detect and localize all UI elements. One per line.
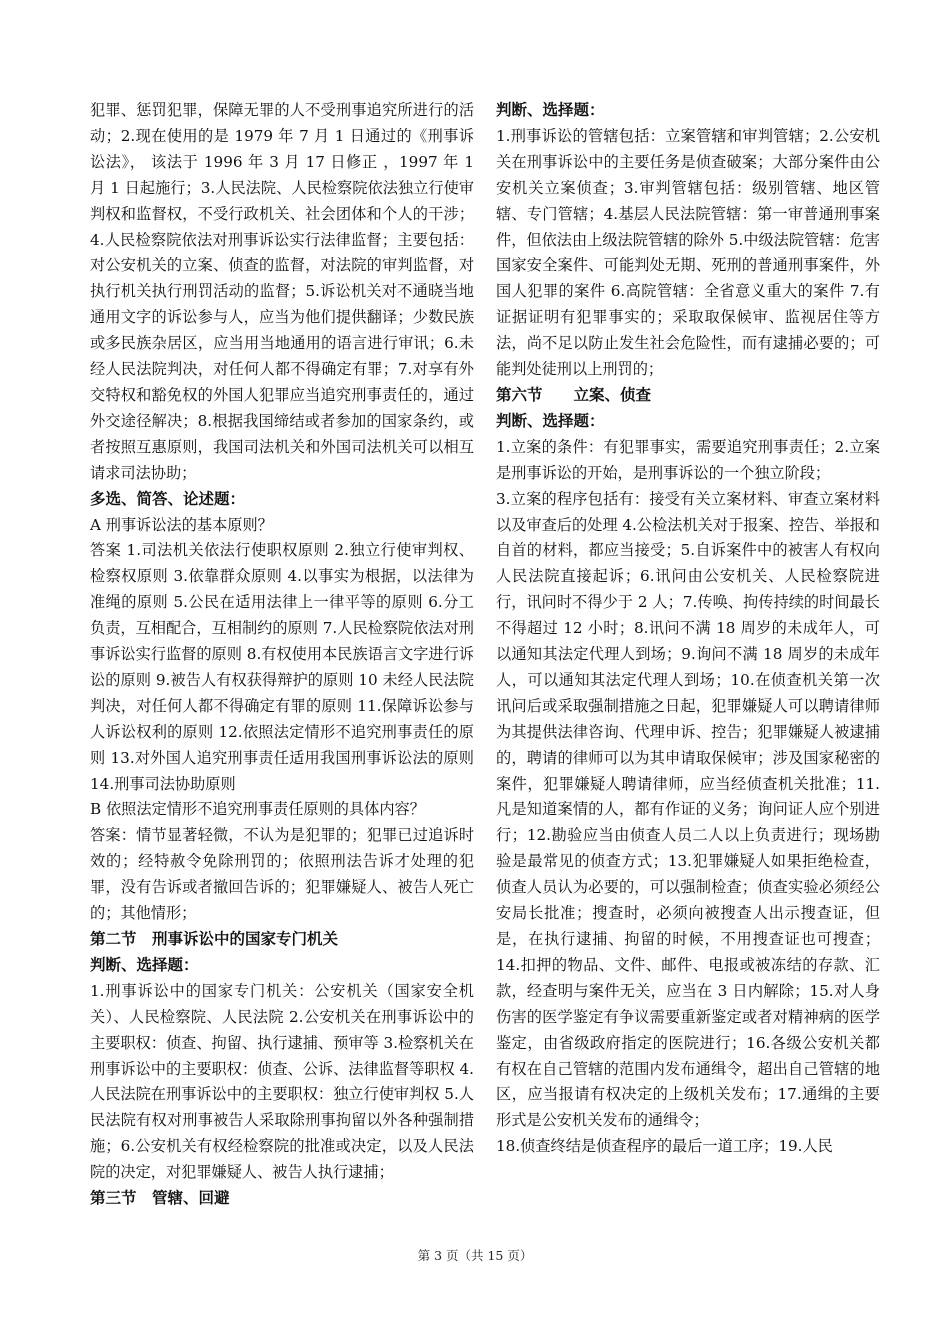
- paragraph: 答案 1.司法机关依法行使职权原则 2.独立行使审判权、检察权原则 3.依靠群众原则 4.以事实为根据，以法律为准绳的原则 5.公民在适用法律上一律平等的原则 6.分工负责，互相配合，互相制约的原则 7.人民检察院依法对刑事诉讼实行监督的原则 8.有权使用本民族语言文字进行诉讼的原则 9.被告人有权获得辩护的原则 10 未经人民法院判决，对任何人都不得确定有罪的原则 11.保障诉讼参与人诉讼权利的原则 12.依照法定情形不追究刑事责任的原则 13.对外国人追究刑事责任适用我国刑事诉讼法的原则 14.刑事司法协助原则: [90, 541, 474, 793]
- section-heading: 判断、选择题：: [496, 411, 605, 430]
- section-heading: 多选、简答、论述题：: [90, 489, 246, 508]
- paragraph: 1.立案的条件：有犯罪事实，需要追究刑事责任；2.立案是刑事诉讼的开始，是刑事诉讼的一个独立阶段；: [496, 437, 880, 482]
- page-footer: 第 3 页（共 15 页）: [417, 1248, 533, 1263]
- section-heading: 判断、选择题：: [496, 101, 605, 119]
- paragraph: 1.刑事诉讼中的国家专门机关：公安机关（国家安全机关）、人民检察院、人民法院 2.公安机关在刑事诉讼中的主要职权：侦查、拘留、执行逮捕、预审等 3.检察机关在刑事诉讼中的主要职权：侦查、公诉、法律监督等职权 4.人民法院在刑事诉讼中的主要职权：独立行使审判权 5.人民法院有权对刑事被告人采取除刑事拘留以外各种强制措施；6.公安机关有权经检察院的批准或决定，以及人民法院的决定，对犯罪嫌疑人、被告人执行逮捕；: [90, 981, 474, 1182]
- section-heading: 第六节 立案、侦查: [496, 385, 652, 404]
- paragraph: B 依照法定情形不追究刑事责任原则的具体内容？: [90, 800, 425, 819]
- paragraph: A 刑事诉讼法的基本原则？: [90, 515, 273, 534]
- paragraph: 1.刑事诉讼的管辖包括：立案管辖和审判管辖；2.公安机关在刑事诉讼中的主要任务是侦查破案；大部分案件由公安机关立案侦查；3.审判管辖包括：级别管辖、地区管辖、专门管辖；4.基层人民法院管辖：第一审普通刑事案件，但依法由上级法院管辖的除外 5.中级法院管辖：危害国家安全案件、可能判处无期、死刑的普通刑事案件，外国人犯罪的案件 6.高院管辖：全省意义重大的案件 7.有证据证明有犯罪事实的；采取取保候审、监视居住等方法，尚不足以防止发生社会危险性，而有逮捕必要的；可能判处徒刑以上刑罚的；: [496, 126, 880, 379]
- right-column: [496, 98, 880, 1160]
- paragraph: 答案：情节显著轻微，不认为是犯罪的；犯罪已过追诉时效的；经特赦令免除刑罚的；依照刑法告诉才处理的犯罪，没有告诉或者撤回告诉的；犯罪嫌疑人、被告人死亡的；其他情形；: [90, 826, 474, 923]
- section-heading: 第二节 刑事诉讼中的国家专门机关: [90, 930, 339, 948]
- section-heading: 判断、选择题：: [90, 955, 199, 974]
- paragraph: 犯罪、惩罚犯罪，保障无罪的人不受刑事追究所进行的活动；2.现在使用的是 1979 年 7 月 1 日通过的《刑事诉讼法》， 该法于 1996 年 3 月 17 日修正 ，1997 年 1 月 1 日起施行；3.人民法院、人民检察院依法独立行使审判权和监督权，不受行政机关、社会团体和个人的干涉；4.人民检察院依法对刑事诉讼实行法律监督；主要包括：对公安机关的立案、侦查的监督，对法院的审判监督，对执行机关执行刑罚活动的监督；5.诉讼机关对不通晓当地通用文字的诉讼参与人，应当为他们提供翻译；少数民族或多民族杂居区，应当用当地通用的语言进行审讯；6.未经人民法院判决，对任何人都不得确定有罪；7.对享有外交特权和豁免权的外国人犯罪应当追究刑事责任的，通过外交途径解决；8.根据我国缔结或者参加的国家条约，或者按照互惠原则，我国司法机关和外国司法机关可以相互请求司法协助；: [90, 101, 474, 482]
- section-heading: 第三节 管辖、回避: [90, 1189, 230, 1208]
- paragraph: 3.立案的程序包括有：接受有关立案材料、审查立案材料以及审查后的处理 4.公检法机关对于报案、控告、举报和自首的材料，都应当接受；5.自诉案件中的被害人有权向人民法院直接起诉；6.讯问由公安机关、人民检察院进行，讯问时不得少于 2 人；7.传唤、拘传持续的时间最长不得超过 12 小时；8.讯问不满 18 周岁的未成年人，可以通知其法定代理人到场；9.询问不满 18 周岁的未成年人，可以通知其法定代理人到场；10.在侦查机关第一次讯问后或采取强制措施之日起，犯罪嫌疑人可以聘请律师为其提供法律咨询、代理申诉、控告；犯罪嫌疑人被逮捕的，聘请的律师可以为其申请取保候审；涉及国家秘密的案件，犯罪嫌疑人聘请律师，应当经侦查机关批准；11.凡是知道案情的人，都有作证的义务；询问证人应个别进行；12.勘验应当由侦查人员二人以上负责进行；现场勘验是最常见的侦查方式；13.犯罪嫌疑人如果拒绝检查，侦查人员认为必要的，可以强制检查；侦查实验必须经公安局长批准；搜查时，必须向被搜查人出示搜查证，但是，在执行逮捕、拘留的时候，不用搜查证也可搜查；14.扣押的物品、文件、邮件、电报或被冻结的存款、汇款，经查明与案件无关，应当在 3 日内解除；15.对人身伤害的医学鉴定有争议需要重新鉴定或者对精神病的医学鉴定，由省级政府指定的医院进行；16.各级公安机关都有权在自己管辖的范围内发布通缉令，超出自己管辖的地区，应当报请有权决定的上级机关发布；17.通缉的主要形式是公安机关发布的通缉令；: [496, 489, 880, 1130]
- paragraph: 18.侦查终结是侦查程序的最后一道工序；19.人民: [496, 1137, 833, 1156]
- left-column: [90, 98, 474, 1212]
